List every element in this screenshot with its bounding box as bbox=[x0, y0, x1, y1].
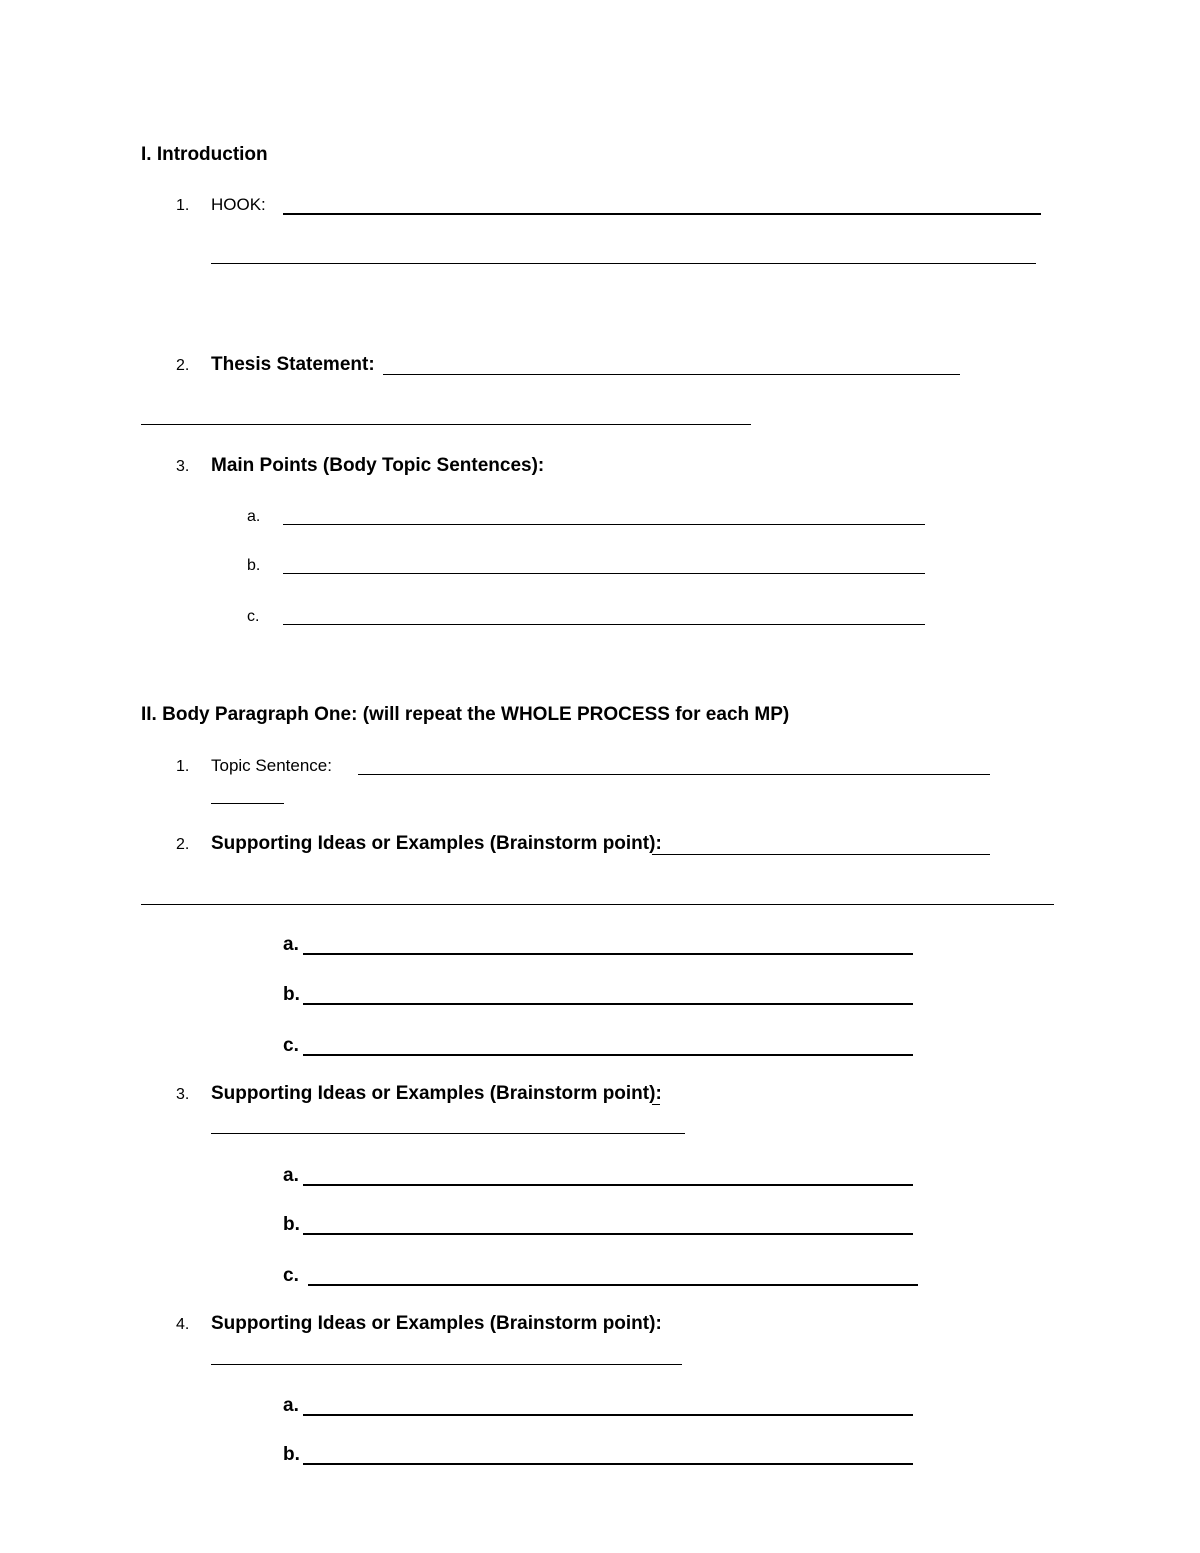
body-item-2-number: 2. bbox=[176, 836, 190, 853]
supporting-ideas-3-label: Supporting Ideas or Examples (Brainstorm point): bbox=[211, 1313, 662, 1334]
support-2-b-line[interactable] bbox=[303, 1233, 913, 1235]
intro-item-2-number: 2. bbox=[176, 357, 190, 374]
hook-blank-line-1[interactable] bbox=[283, 213, 1041, 215]
support-1-a-letter: a. bbox=[283, 934, 299, 955]
main-points-label: Main Points (Body Topic Sentences): bbox=[211, 455, 545, 476]
supporting-ideas-1-line-1[interactable] bbox=[652, 854, 990, 855]
support-1-c-letter: c. bbox=[283, 1035, 299, 1056]
support-1-a-line[interactable] bbox=[303, 953, 913, 955]
supporting-ideas-2-line-2[interactable] bbox=[211, 1133, 685, 1134]
body-item-1-number: 1. bbox=[176, 758, 190, 775]
supporting-ideas-3-line[interactable] bbox=[211, 1364, 682, 1365]
hook-label: HOOK: bbox=[211, 195, 266, 214]
support-1-b-line[interactable] bbox=[303, 1003, 913, 1005]
support-1-c-line[interactable] bbox=[303, 1054, 913, 1056]
topic-sentence-label: Topic Sentence: bbox=[211, 756, 332, 775]
support-1-b-letter: b. bbox=[283, 984, 300, 1005]
supporting-ideas-2-label: Supporting Ideas or Examples (Brainstorm point): bbox=[211, 1083, 662, 1104]
support-2-c-line[interactable] bbox=[308, 1284, 918, 1286]
thesis-blank-line-2[interactable] bbox=[141, 424, 751, 425]
thesis-blank-line-1[interactable] bbox=[383, 374, 960, 375]
topic-sentence-line-2[interactable] bbox=[211, 803, 284, 804]
supporting-ideas-2-line-1[interactable] bbox=[652, 1104, 660, 1105]
intro-heading: I. Introduction bbox=[141, 144, 268, 165]
main-point-a-letter: a. bbox=[247, 508, 261, 525]
support-2-b-letter: b. bbox=[283, 1214, 300, 1235]
hook-blank-line-2[interactable] bbox=[211, 263, 1036, 264]
body-heading: II. Body Paragraph One: (will repeat the WHOLE PROCESS for each MP) bbox=[141, 704, 790, 725]
main-point-b-letter: b. bbox=[247, 557, 261, 574]
body-item-3-number: 3. bbox=[176, 1086, 190, 1103]
support-2-a-line[interactable] bbox=[303, 1184, 913, 1186]
intro-item-3-number: 3. bbox=[176, 458, 190, 475]
support-3-b-line[interactable] bbox=[303, 1463, 913, 1465]
body-item-4-number: 4. bbox=[176, 1316, 190, 1333]
supporting-ideas-1-line-2[interactable] bbox=[141, 904, 1054, 905]
supporting-ideas-1-label: Supporting Ideas or Examples (Brainstorm point): bbox=[211, 833, 662, 854]
support-3-b-letter: b. bbox=[283, 1444, 300, 1465]
main-point-c-letter: c. bbox=[247, 608, 260, 625]
support-3-a-line[interactable] bbox=[303, 1414, 913, 1416]
main-point-c-line[interactable] bbox=[283, 624, 925, 625]
support-3-a-letter: a. bbox=[283, 1395, 299, 1416]
main-point-b-line[interactable] bbox=[283, 573, 925, 574]
support-2-a-letter: a. bbox=[283, 1165, 299, 1186]
main-point-a-line[interactable] bbox=[283, 524, 925, 525]
thesis-label: Thesis Statement: bbox=[211, 354, 375, 375]
support-2-c-letter: c. bbox=[283, 1265, 299, 1286]
intro-item-1-number: 1. bbox=[176, 197, 190, 214]
topic-sentence-line-1[interactable] bbox=[358, 774, 990, 775]
